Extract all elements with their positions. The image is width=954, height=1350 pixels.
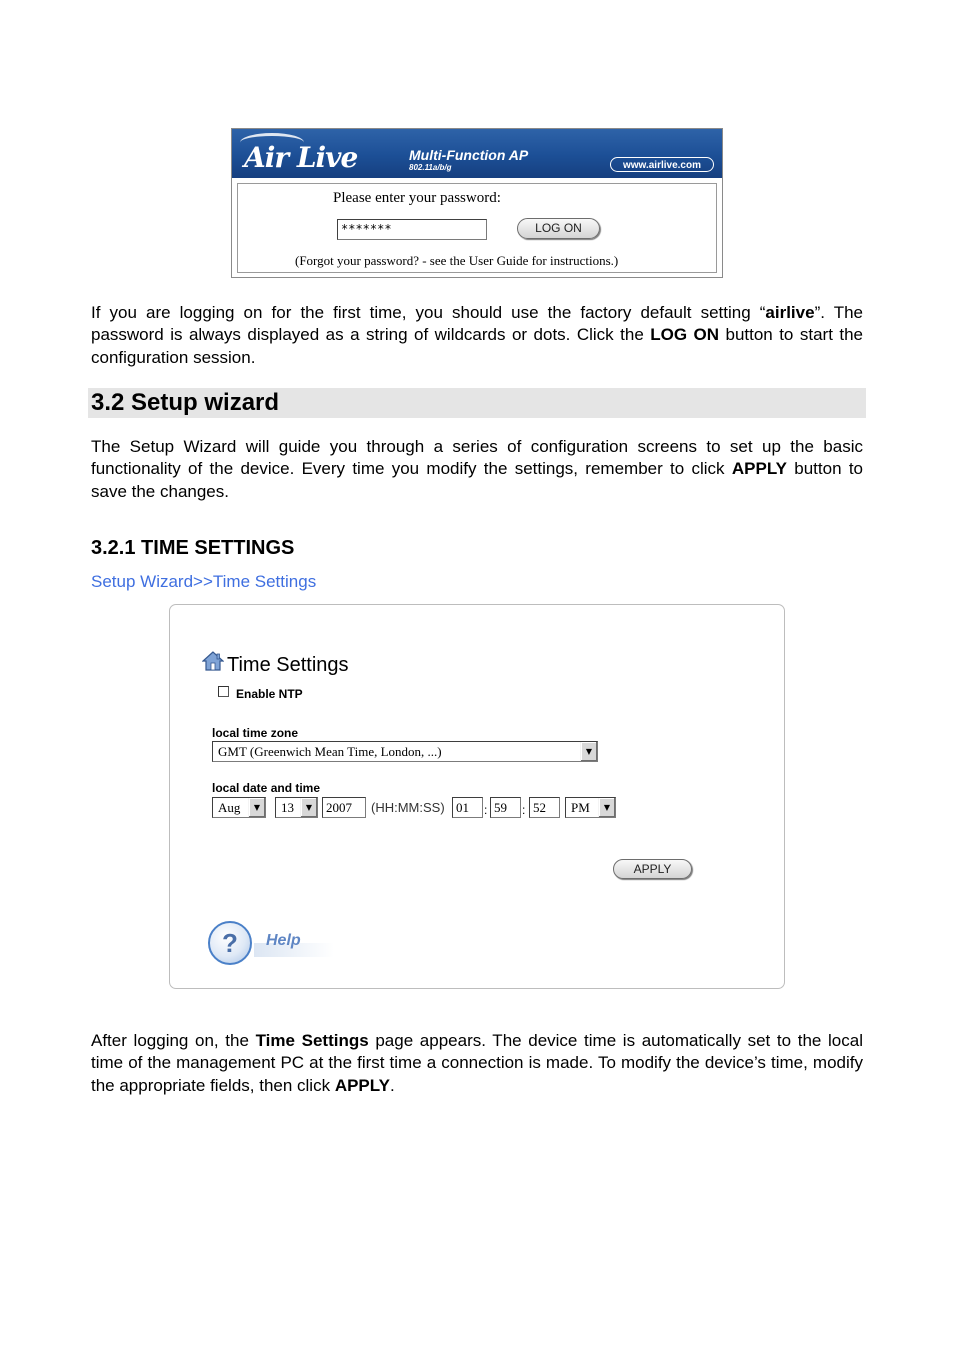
logon-emphasis: LOG ON: [650, 325, 720, 345]
section-intro-text-1: The Setup Wizard will guide you through a series of configuration screens to set up the basic functionality of the device. Every time you modify the settings, remember to click: [91, 437, 863, 479]
closing-text-1: After logging on, the: [91, 1031, 256, 1050]
chevron-down-icon: ▼: [300, 798, 317, 817]
enable-ntp-checkbox[interactable]: [218, 686, 229, 697]
hour-input[interactable]: 01: [452, 797, 483, 818]
time-settings-title: Time Settings: [227, 654, 349, 676]
intro-text-1: If you are logging on for the first time, you should use the factory default setting “: [91, 303, 766, 322]
breadcrumb[interactable]: Setup Wizard>>Time Settings: [91, 572, 317, 591]
closing-text-2: page appears. The device time is automatically set to the local time of the management PC at the first time a connection is made. To modify the device’s time, modify the appropriate fields, then click: [91, 1031, 863, 1095]
product-name: Multi-Function AP: [409, 147, 529, 163]
time-separator: :: [522, 803, 526, 817]
forgot-password-hint: (Forgot your password? - see the User Guide for instructions.): [295, 253, 619, 268]
minute-input[interactable]: 59: [490, 797, 521, 818]
login-panel: [237, 183, 717, 273]
closing-paragraph: [91, 1030, 863, 1097]
time-settings-emphasis: Time Settings: [255, 1031, 369, 1050]
subsection-title: 3.2.1 TIME SETTINGS: [91, 537, 295, 559]
ampm-value: PM: [571, 800, 590, 815]
airlive-logo: Air Live: [244, 141, 358, 174]
time-format-label: (HH:MM:SS): [371, 800, 445, 815]
day-select[interactable]: [275, 797, 318, 818]
month-value: Aug: [218, 800, 241, 815]
year-input[interactable]: 2007: [322, 797, 366, 818]
apply-emphasis-2: APPLY: [334, 1075, 390, 1095]
login-screenshot: [231, 128, 723, 278]
section-title: 3.2 Setup wizard: [91, 389, 280, 416]
time-settings-screenshot: [169, 604, 785, 989]
home-icon: [202, 651, 224, 671]
day-value: 13: [281, 800, 294, 815]
chevron-down-icon: ▼: [248, 798, 265, 817]
intro-text-3: button to start the configuration session.: [91, 325, 864, 367]
section-intro-text-2: button to save the changes.: [91, 459, 863, 501]
chevron-down-icon: ▼: [580, 742, 597, 761]
timezone-select[interactable]: [212, 741, 598, 762]
default-password: airlive: [765, 303, 815, 322]
apply-button[interactable]: APPLY: [613, 859, 692, 879]
enable-ntp-label: Enable NTP: [236, 687, 303, 701]
product-standard: 802.11a/b/g: [409, 163, 452, 172]
timezone-label: local time zone: [212, 726, 299, 740]
password-prompt: Please enter your password:: [333, 190, 501, 206]
question-mark-icon[interactable]: ?: [208, 921, 252, 965]
login-banner: [232, 129, 722, 178]
intro-text-2: ”. The password is always displayed as a string of wildcards or dots. Click the: [91, 303, 864, 345]
time-separator: :: [484, 803, 488, 817]
section-intro-paragraph: [91, 436, 863, 503]
section-header-bar: [88, 388, 866, 418]
password-input[interactable]: *******: [337, 219, 487, 240]
ampm-select[interactable]: [565, 797, 616, 818]
apply-emphasis: APPLY: [731, 459, 787, 479]
logon-button[interactable]: LOG ON: [517, 218, 600, 239]
closing-text-3: .: [389, 1075, 395, 1095]
chevron-down-icon: ▼: [598, 798, 615, 817]
timezone-value: GMT (Greenwich Mean Time, London, ...): [218, 744, 442, 759]
datetime-label: local date and time: [212, 781, 321, 795]
intro-paragraph: [91, 302, 863, 369]
month-select[interactable]: [212, 797, 266, 818]
second-input[interactable]: 52: [529, 797, 560, 818]
website-link[interactable]: www.airlive.com: [610, 157, 714, 172]
help-link[interactable]: Help: [266, 932, 301, 949]
